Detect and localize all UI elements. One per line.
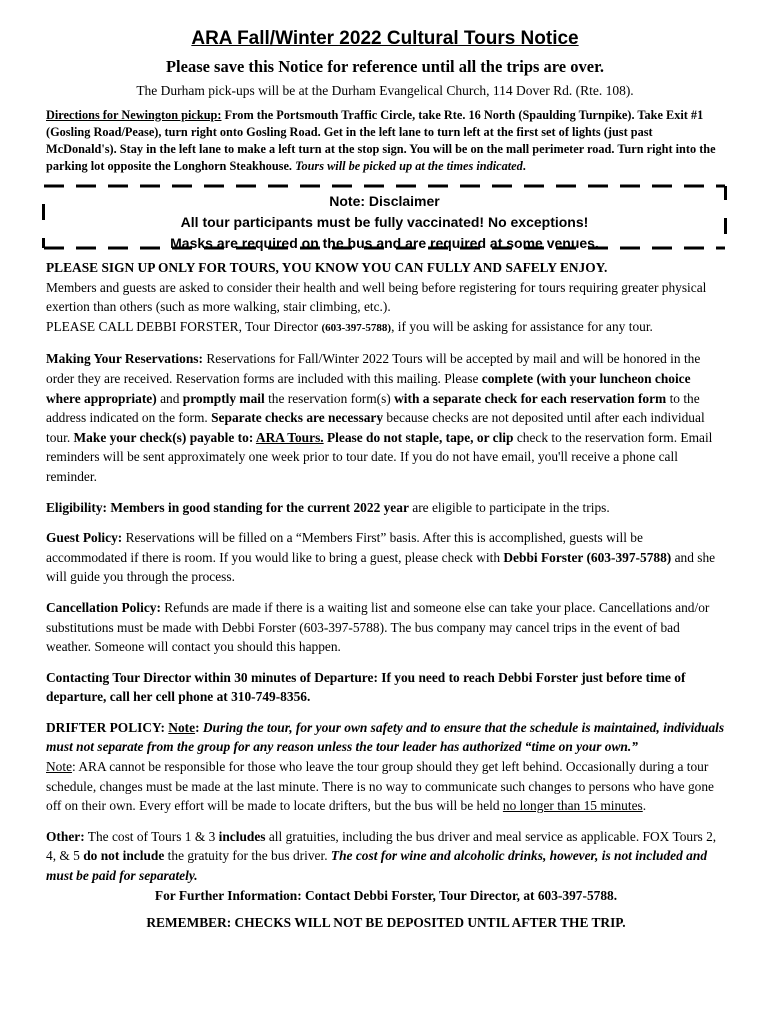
- call-text-end: , if you will be asking for assistance for any tour.: [391, 318, 653, 334]
- remember-note: REMEMBER: CHECKS WILL NOT BE DEPOSITED UNTIL AFTER THE TRIP.: [146, 915, 626, 931]
- call-text: PLEASE CALL DEBBI FORSTER, Tour Director: [46, 318, 322, 334]
- other-bold: do not include: [83, 848, 165, 864]
- contacting-section: Contacting Tour Director within 30 minutes of Departure: If you need to reach Debbi Forster just before time of departure, call her cell phone at 310-749-8356.: [46, 669, 686, 705]
- reservations-bold: complete (with your luncheon choice where appropriate): [46, 370, 691, 406]
- other-section: [46, 827, 726, 886]
- drifter-label: DRIFTER POLICY:: [46, 719, 169, 735]
- drifter-end: .: [642, 798, 647, 814]
- newington-directions: [46, 107, 724, 175]
- signup-call: [46, 319, 653, 334]
- reservations-bold: Separate checks are necessary: [211, 410, 384, 426]
- cancellation-label: Cancellation Policy:: [46, 599, 161, 615]
- call-phone: (603-397-5788): [321, 321, 392, 334]
- reservations-bold: promptly mail: [182, 390, 265, 406]
- other-text: all gratuities, including the bus driver and meal service as applicable. FOX Tours 2, 4, & 5: [46, 828, 717, 864]
- reservations-text: and: [156, 390, 183, 406]
- drifter-underline: no longer than 15 minutes: [502, 798, 643, 814]
- drifter-italic: During the tour, for your own safety and to ensure that the schedule is maintained, individuals must not separate from the group for any reason unless the tour leader has authorized “time on your own.”: [46, 719, 725, 755]
- disclaimer-masks: Masks are required on the bus and are required at some venues.: [170, 235, 599, 251]
- other-text: The cost of Tours 1 & 3: [84, 828, 219, 844]
- payable-to: ARA Tours.: [255, 429, 324, 445]
- other-italic: The cost for wine and alcoholic drinks, however, is not included and must be paid for separately.: [46, 848, 708, 884]
- reservations-text: check to the reservation form. Email reminders will be sent approximately one week prior to tour date. If you do not have email, you'll receive a phone call reminder.: [46, 429, 713, 484]
- other-text: the gratuity for the bus driver.: [164, 848, 331, 864]
- notice-body: [46, 258, 726, 944]
- drifter-note2: Note: [46, 759, 73, 775]
- page-subtitle: Please save this Notice for reference until all the trips are over.: [165, 57, 605, 76]
- eligibility-text: are eligible to participate in the trips.: [408, 499, 610, 515]
- cancellation-text: Refunds are made if there is a waiting list and someone else can take your place. Cancellations and/or substitutions must be made with Debbi Forster (603-397-5788). The bus company may cancel trips in the event of bad weather. Someone will contact you should this happen.: [46, 599, 710, 655]
- reservations-bold: with a separate check for each reservation form: [394, 390, 667, 406]
- disclaimer-heading: Note: Disclaimer: [329, 193, 440, 209]
- drifter-section: [46, 718, 726, 816]
- reservations-bold: Make your check(s) payable to:: [73, 429, 256, 445]
- cancellation-section: [46, 598, 726, 657]
- disclaimer-text: [42, 191, 727, 254]
- reservations-text: because checks are not deposited until after each individual tour.: [46, 410, 705, 445]
- drifter-note: Note: [168, 719, 196, 735]
- directions-end: .: [522, 159, 526, 173]
- directions-label: Directions for Newington pickup:: [46, 108, 222, 122]
- reservations-text: to the address indicated on the form.: [46, 390, 700, 426]
- page-title: ARA Fall/Winter 2022 Cultural Tours Notice: [191, 28, 579, 49]
- other-label: Other:: [46, 828, 85, 844]
- disclaimer-box: [42, 184, 727, 250]
- guest-label: Guest Policy:: [46, 530, 123, 546]
- disclaimer-vaccination: All tour participants must be fully vaccinated! No exceptions!: [180, 214, 589, 230]
- further-info: For Further Information: Contact Debbi Forster, Tour Director, at 603-397-5788.: [154, 887, 618, 903]
- reservations-text: Reservations for Fall/Winter 2022 Tours will be accepted by mail and will be honored in the order they are received. Reservation forms are included with this mailing. Please: [46, 351, 701, 386]
- reservations-section: [46, 349, 726, 486]
- directions-italic: Tours will be picked up at the times indicated: [295, 159, 523, 173]
- guest-section: [46, 528, 726, 587]
- eligibility-label: Eligibility: Members in good standing for the current 2022 year: [46, 499, 409, 515]
- reservations-label: Making Your Reservations:: [46, 351, 203, 367]
- reservations-text: the reservation form(s): [264, 390, 395, 406]
- guest-contact: Debbi Forster (603-397-5788): [503, 549, 672, 565]
- eligibility-section: [46, 498, 726, 518]
- durham-pickup-note: The Durham pick-ups will be at the Durham Evangelical Church, 114 Dover Rd. (Rte. 108).: [136, 83, 634, 98]
- guest-end: and she will guide you through the process.: [46, 549, 716, 585]
- signup-text: Members and guests are asked to consider their health and well being before registering for tours requiring greater physical exertion than others (such as more walking, stair climbing, etc.).: [46, 279, 707, 315]
- signup-section: [46, 258, 726, 338]
- reservations-bold: Please do not staple, tape, or clip: [323, 429, 514, 445]
- other-bold: includes: [218, 828, 266, 844]
- drifter-colon: :: [195, 719, 200, 735]
- guest-text: Reservations will be filled on a “Members First” basis. After this is accomplished, guests will be accommodated if there is room. If you would like to bring a guest, please check with: [46, 530, 643, 565]
- signup-heading: PLEASE SIGN UP ONLY FOR TOURS, YOU KNOW YOU CAN FULLY AND SAFELY ENJOY.: [46, 260, 608, 275]
- drifter-text: : ARA cannot be responsible for those who leave the tour group should they get left behind. Occasionally during a tour schedule, changes must be made at the last minute. There is no way to communicate such changes to persons who have gone off on their own. Every effort will be made to locate drifters, but the bus will be held: [46, 759, 714, 814]
- directions-text: From the Portsmouth Traffic Circle, take Rte. 16 North (Spaulding Turnpike). Take Exit #1 (Gosling Road/Pease), turn right onto Gosling Road. Get in the left lane to turn left at the first set of lights (just past McDonald's). Stay in the left lane to make a left turn at the stop sign. You will be on the mall perimeter road. Turn right into the parking lot opposite the Longhorn Steakhouse.: [46, 108, 716, 173]
